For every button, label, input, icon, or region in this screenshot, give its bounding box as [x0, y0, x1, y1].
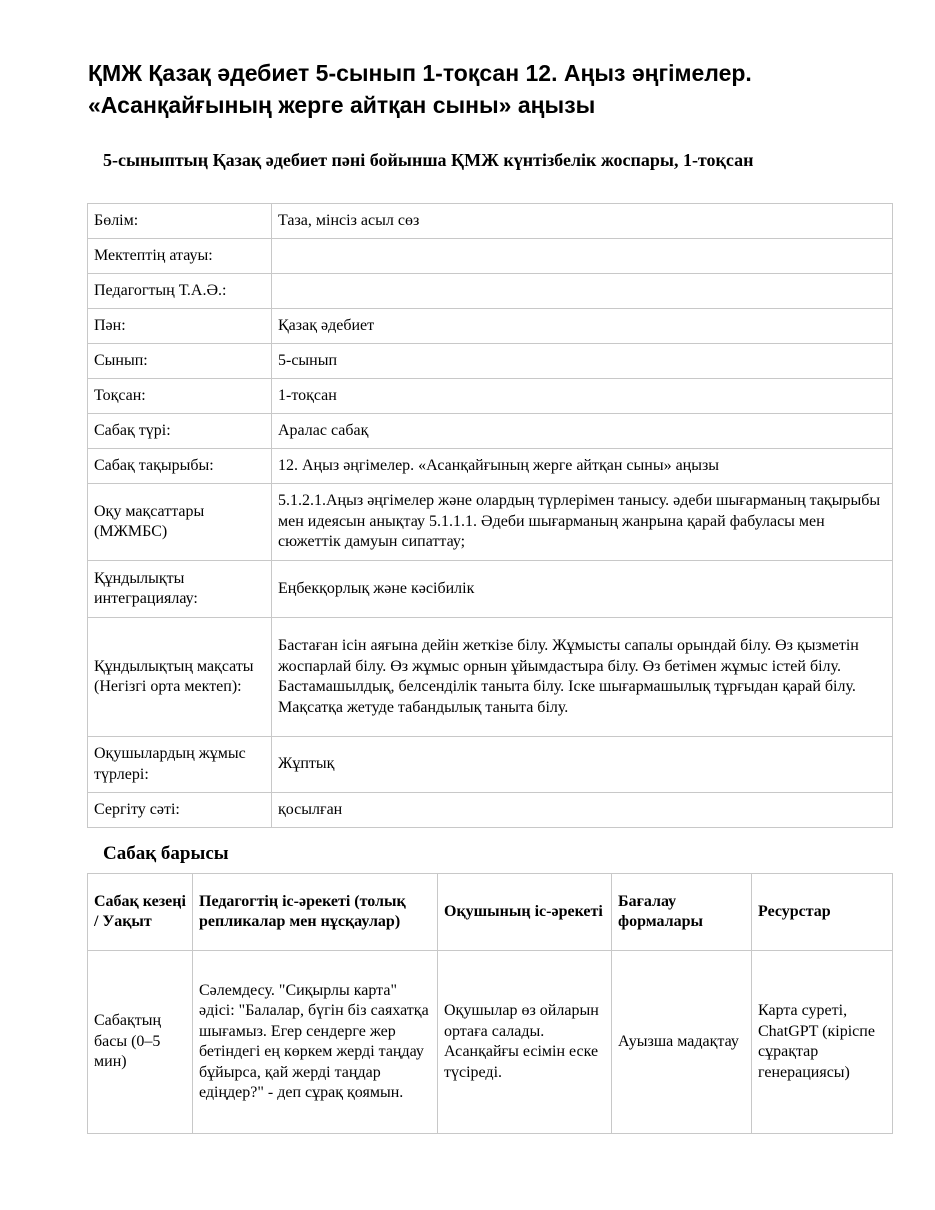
row-value: қосылған — [272, 793, 893, 828]
lesson-flow-heading: Сабақ барысы — [103, 843, 229, 864]
row-label: Педагогтың Т.А.Ә.: — [88, 274, 272, 309]
table-row — [88, 309, 893, 344]
row-value: Бастаған ісін аяғына дейін жеткізе білу. Жұмысты сапалы орындай білу. Өз қызметін жоспарлай білу. Өз жұмыс орнын ұйымдастыра білу. Өз бетімен жұмыс істей білу. Бастамашылдық, белсенділік таныта білу. Іске шығармашылық тұрғыдан қарай білу. Мақсатқа жетуде табандылық таныта білу. — [272, 618, 893, 737]
row-label: Құндылықты интеграциялау: — [88, 561, 272, 618]
row-value: Жұптық — [272, 737, 893, 793]
row-label: Сабақ тақырыбы: — [88, 449, 272, 484]
table-row — [88, 379, 893, 414]
row-value: 12. Аңыз әңгімелер. «Асанқайғының жерге айтқан сыны» аңызы — [272, 449, 893, 484]
cell-stage: Сабақтың басы (0–5 мин) — [88, 951, 193, 1134]
document-subtitle: 5-сыныптың Қазақ әдебиет пәні бойынша ҚМЖ күнтізбелік жоспары, 1-тоқсан — [103, 150, 754, 170]
row-label: Сабақ түрі: — [88, 414, 272, 449]
table-row — [88, 484, 893, 561]
cell-resources: Карта суреті, ChatGPT (кіріспе сұрақтар генерациясы) — [752, 951, 893, 1134]
row-value: 1-тоқсан — [272, 379, 893, 414]
table-row — [88, 951, 893, 1134]
table-row — [88, 618, 893, 737]
cell-student-activity: Оқушылар өз ойларын ортаға салады. Асанқайғы есімін еске түсіреді. — [438, 951, 612, 1134]
table-row — [88, 414, 893, 449]
table-header-row — [88, 874, 893, 951]
column-header-teacher-activity: Педагогтің іс-әрекеті (толық репликалар мен нұсқаулар) — [193, 874, 438, 951]
row-label: Құндылықтың мақсаты (Негізгі орта мектеп): — [88, 618, 272, 737]
column-header-resources: Ресурстар — [752, 874, 893, 951]
row-label: Сергіту сәті: — [88, 793, 272, 828]
row-label: Пән: — [88, 309, 272, 344]
row-value: 5-сынып — [272, 344, 893, 379]
cell-teacher-activity: Сәлемдесу. "Сиқырлы карта" әдісі: "Балалар, бүгін біз саяхатқа шығамыз. Егер сендерге жер бетіндегі ең көркем жерді таңдау бұйырса, қай жерді таңдар едіңдер?" - деп сұрақ қоямын. — [193, 951, 438, 1134]
row-value: Еңбекқорлық және кәсібилік — [272, 561, 893, 618]
table-row — [88, 239, 893, 274]
row-value — [272, 274, 893, 309]
row-label: Мектептің атауы: — [88, 239, 272, 274]
table-row — [88, 793, 893, 828]
row-label: Оқушылардың жұмыс түрлері: — [88, 737, 272, 793]
row-value: Аралас сабақ — [272, 414, 893, 449]
table-row — [88, 737, 893, 793]
column-header-student-activity: Оқушының іс-әрекеті — [438, 874, 612, 951]
table-row — [88, 204, 893, 239]
table-row — [88, 449, 893, 484]
row-value: Қазақ әдебиет — [272, 309, 893, 344]
row-value — [272, 239, 893, 274]
column-header-assessment: Бағалау формалары — [612, 874, 752, 951]
table-row — [88, 344, 893, 379]
lesson-flow-table — [87, 873, 893, 1134]
row-value: 5.1.2.1.Аңыз әңгімелер және олардың түрлерімен танысу. әдеби шығарманың тақырыбы мен идеясын анықтау 5.1.1.1. Әдеби шығарманың жанрына қарай фабуласы мен сюжеттік дамуын сипаттау; — [272, 484, 893, 561]
row-label: Оқу мақсаттары (МЖМБС) — [88, 484, 272, 561]
cell-assessment: Ауызша мадақтау — [612, 951, 752, 1134]
table-row — [88, 561, 893, 618]
table-row — [88, 274, 893, 309]
row-label: Тоқсан: — [88, 379, 272, 414]
document-title: ҚМЖ Қазақ әдебиет 5-сынып 1-тоқсан 12. Аңыз әңгімелер. «Асанқайғының жерге айтқан сыны» аңызы — [88, 60, 752, 118]
row-label: Бөлім: — [88, 204, 272, 239]
row-label: Сынып: — [88, 344, 272, 379]
column-header-stage: Сабақ кезеңі / Уақыт — [88, 874, 193, 951]
lesson-info-table — [87, 203, 893, 828]
row-value: Таза, мінсіз асыл сөз — [272, 204, 893, 239]
